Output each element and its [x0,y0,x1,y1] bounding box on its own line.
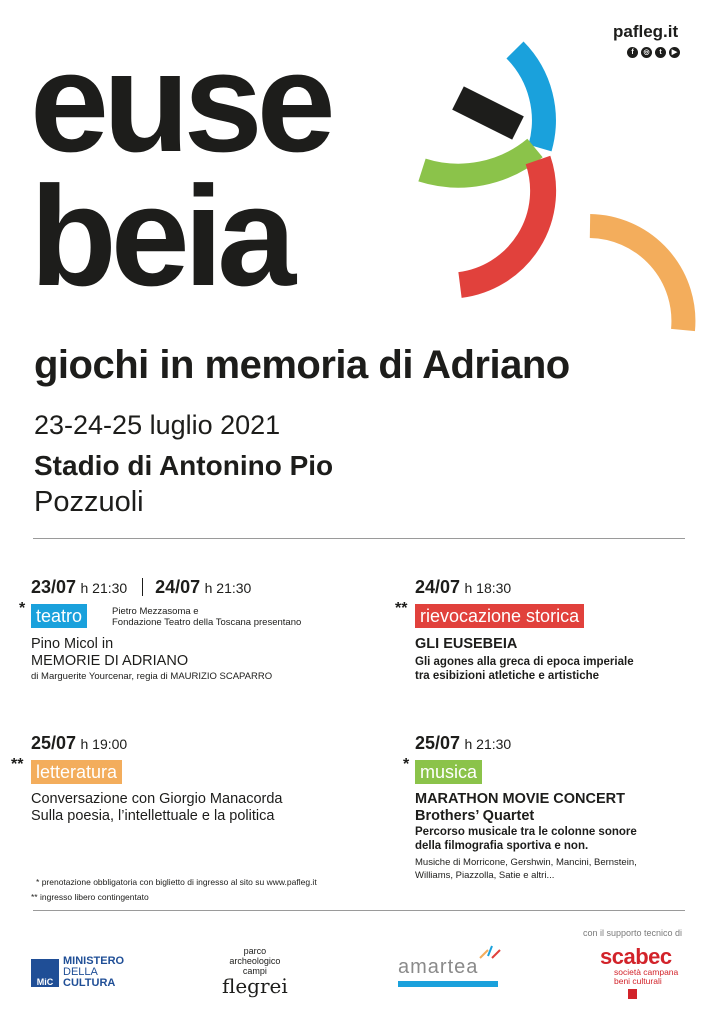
logo-green-arc [422,148,535,176]
event3-mark: ** [11,756,24,773]
event4-time: h 21:30 [464,736,512,752]
note-booking-mark: * [36,877,40,887]
event1-date1: 23/07 [31,577,77,597]
divider-bottom [33,910,685,911]
ministero-cultura-logo [31,956,124,989]
amartea-star-icon [478,944,502,960]
scabec-line1: società campana [614,967,679,977]
event2-date: 24/07 [415,577,461,597]
instagram-icon[interactable]: ◎ [641,47,652,58]
youtube-icon[interactable]: ▶ [669,47,680,58]
category-badge-letteratura: letteratura [31,760,122,784]
divider-top [33,538,685,539]
twitter-icon[interactable]: t [655,47,666,58]
note-free-entry-mark: ** [31,892,38,902]
event1-time1: h 21:30 [80,580,128,596]
event2-mark: ** [395,600,408,617]
event-dates: 23-24-25 luglio 2021 [34,410,281,440]
event1-time2: h 21:30 [204,580,252,596]
amartea-logo [398,944,498,987]
parco-line2: archeologico [229,956,281,966]
parco-line3: campi [242,966,267,976]
event1-presenters-line1: Pietro Mezzasoma e [112,606,199,617]
date-separator [142,578,143,596]
event3-title [31,791,282,825]
event1-mark: * [19,600,26,617]
mic-line2: DELLA [63,966,98,978]
event-venue: Stadio di Antonino Pio [34,450,334,481]
logo-blue-arc [515,50,544,148]
scabec-line2: beni culturali [614,976,662,986]
event4-composers-line1: Musiche di Morricone, Gershwin, Mancini, Bernstein, [415,857,637,868]
category-badge-musica: musica [415,760,482,784]
category-badge-rievocazione: rievocazione storica [415,604,584,628]
note-booking [36,877,317,887]
parco-line4: flegrei [222,974,288,998]
event1-presenters-line2: Fondazione Teatro della Toscana presentano [112,617,302,628]
mic-line1: MINISTERO [63,955,125,967]
event3-time: h 19:00 [80,736,128,752]
logo-word-line1: euse [30,23,330,182]
event4-mark: * [403,756,410,773]
scabec-flag-icon [628,989,637,999]
amartea-bar [398,981,498,987]
logo-word-line2: beia [30,157,291,316]
mic-badge: MiC [31,959,59,987]
note-booking-text: prenotazione obbligatoria con biglietto di ingresso al sito su www.pafleg.it [41,877,317,887]
event4-desc-line2: della filmografia sportiva e non. [415,840,589,852]
event4-composers [415,856,637,882]
category-badge-teatro: teatro [31,604,87,628]
facebook-icon[interactable]: f [627,47,638,58]
scabec-wordmark: scabec [600,944,672,969]
event4-desc-line1: Percorso musicale tra le colonne sonore [415,826,637,838]
support-label: con il supporto tecnico di [583,928,683,938]
logo-black-dash [458,98,518,128]
event2-date-row [415,577,511,598]
event1-presenters [112,606,301,628]
parco-line1: parco [243,946,267,956]
event3-date-row [31,733,127,754]
amartea-wordmark: amartea [398,956,479,978]
site-url[interactable]: pafleg.it [613,22,679,41]
event4-description [415,825,637,853]
mic-text [63,956,124,989]
event-subtitle: giochi in memoria di Adriano [34,343,570,387]
event2-desc-line2: tra esibizioni atletiche e artistiche [415,670,600,682]
event1-title [31,636,188,670]
event4-title [415,791,625,825]
note-free-entry [31,892,149,902]
event3-title-line1: Conversazione con Giorgio Manacorda [31,791,283,807]
event1-title-line2: MEMORIE DI ADRIANO [31,653,189,669]
event1-title-line1: Pino Micol in [31,636,114,652]
event4-title-line2: Brothers’ Quartet [415,808,535,824]
event4-composers-line2: Williams, Piazzolla, Satie e altri... [415,870,555,881]
mic-line3: CULTURA [63,977,116,989]
event1-credits: di Marguerite Yourcenar, regia di MAURIZIO SCAPARRO [31,671,273,682]
event3-date: 25/07 [31,733,77,753]
event-city: Pozzuoli [34,486,144,518]
parco-campi-flegrei-logo [222,946,288,996]
event2-description [415,655,634,683]
event3-title-line2: Sulla poesia, l’intellettuale e la politica [31,808,275,824]
event2-desc-line1: Gli agones alla greca di epoca imperiale [415,656,634,668]
logo-arcs-graphic [400,30,700,340]
event2-title: GLI EUSEBEIA [415,636,518,652]
event4-title-line1: MARATHON MOVIE CONCERT [415,791,625,807]
event4-date-row [415,733,511,754]
logo-orange-arc [590,226,683,330]
note-free-entry-text: ingresso libero contingentato [40,892,149,902]
scabec-logo [600,946,678,999]
event1-date2: 24/07 [155,577,201,597]
event4-date: 25/07 [415,733,461,753]
event1-dates [31,577,251,598]
event2-time: h 18:30 [464,580,512,596]
